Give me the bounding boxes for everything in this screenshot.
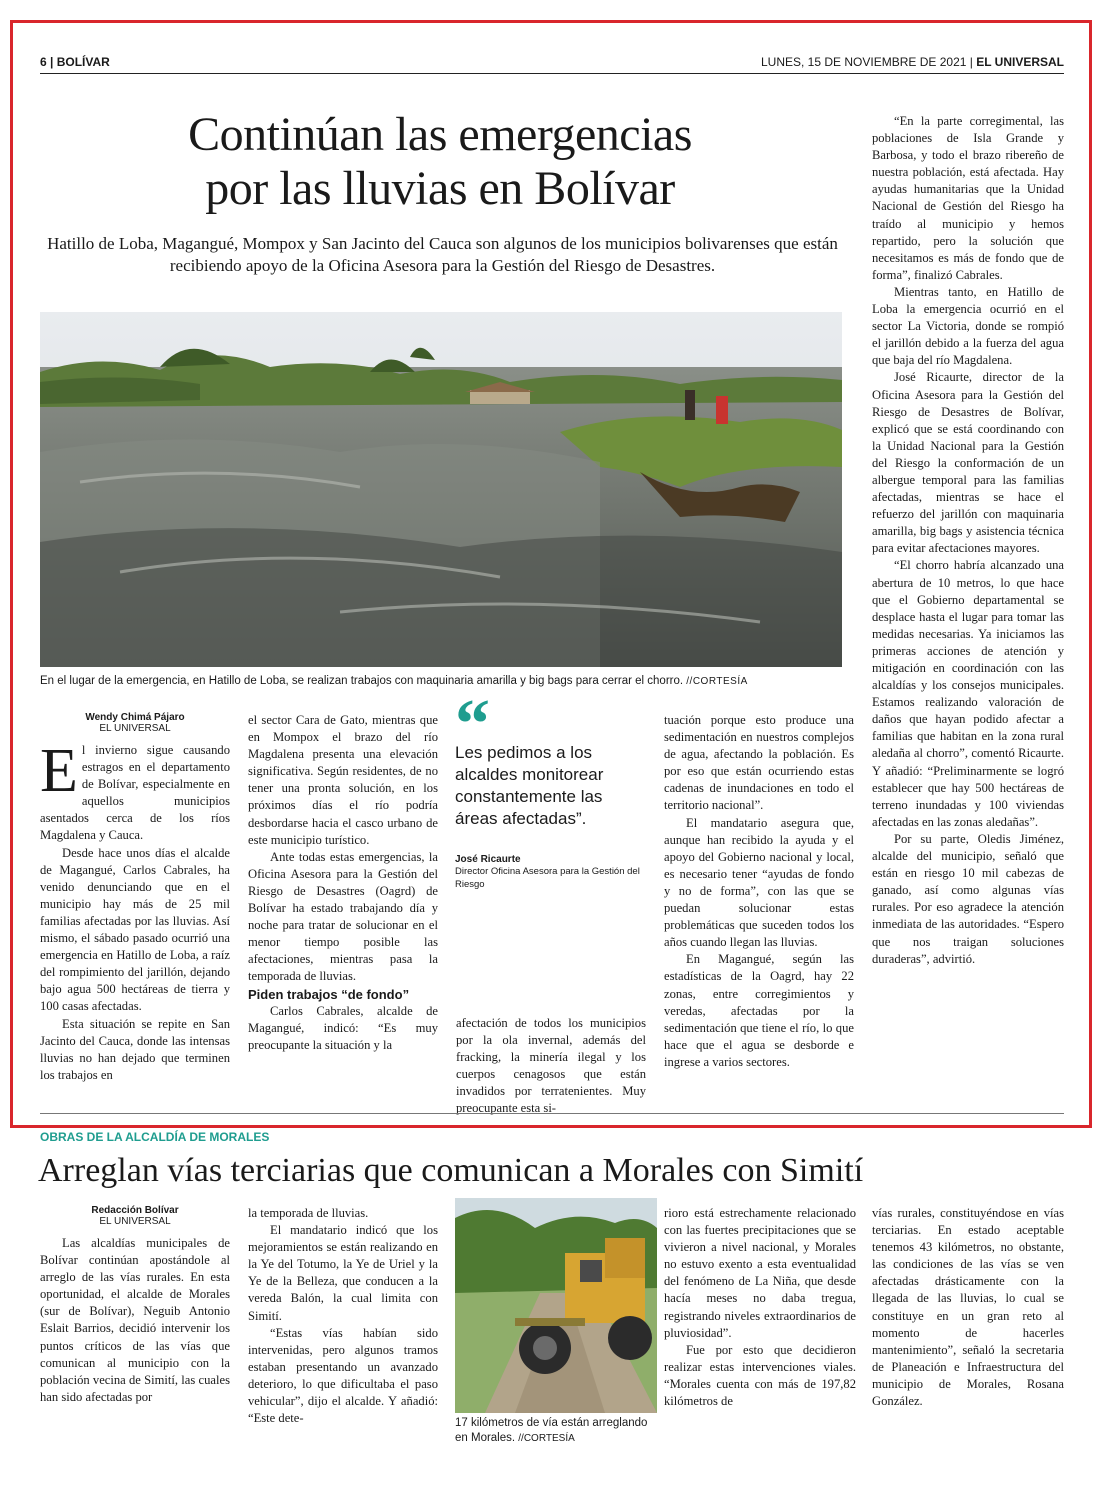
paragraph: El mandatario asegura que, aunque han recibido la ayuda y el apoyo del Gobierno nacional y local, es necesario tener “ayudas de fondo y no de forma”, con las que se puedan solucionar estas problemáticas que suceden todos los años cuando llegan las lluvias. xyxy=(664,815,854,950)
paragraph: “En la parte corregimental, las poblaciones de Isla Grande y Barbosa, y todo el brazo ribereño de nuestra población, está afectada. Hay ayudas humanitarias que la Unidad Nacional de Gestión del Riesgo ha traído al municipio y hemos repartido, pero la solución que necesitamos es más de fondo que de forma”, finalizó Cabrales. xyxy=(872,114,1064,282)
paragraph: Fue por esto que decidieron realizar estas intervenciones viales. “Morales cuenta con más de 197,82 kilómetros de xyxy=(664,1342,856,1409)
quote-author-role: Director Oficina Asesora para la Gestión del Riesgo xyxy=(455,866,640,890)
caption-credit: //CORTESÍA xyxy=(518,1433,575,1444)
paragraph: afectación de todos los municipios por la ola invernal, además del fracking, la minería ilegal y los cuerpos cenagosos que están invadidos por terratenientes. Muy preocupante esta si- xyxy=(456,1016,646,1116)
paragraph-text: l invierno sigue causando estragos en el departamento de Bolívar, especialmente en aquellos municipios asentados cerca de los ríos Magdalena y Cauca. xyxy=(40,743,230,843)
headline-line-2: por las lluvias en Bolívar xyxy=(205,162,675,215)
paragraph: rioro está estrechamente relacionado con las fuertes precipitaciones que se vivieron a nivel nacional, y Morales no estuvo exento a esta eventualidad del fenómeno de La Niña, que desde hacía meses no daba tregua, registrando niveles extraordinarios de pluviosidad”. xyxy=(664,1206,856,1340)
byline xyxy=(40,712,230,734)
article2-column-5 xyxy=(872,1205,1064,1410)
headline-2: Arreglan vías terciarias que comunican a Morales con Simití xyxy=(38,1152,864,1189)
author-outlet: EL UNIVERSAL xyxy=(99,723,171,734)
date: LUNES, 15 DE NOVIEMBRE DE 2021 | xyxy=(761,55,977,69)
kicker: OBRAS DE LA ALCALDÍA DE MORALES xyxy=(40,1130,270,1144)
quote-mark-icon: “ xyxy=(455,700,490,742)
caption-text: En el lugar de la emergencia, en Hatillo de Loba, se realizan trabajos con maquinaria amarilla y big bags para cerrar el chorro. xyxy=(40,675,687,687)
article-column-2 xyxy=(248,712,438,1054)
paragraph: Mientras tanto, en Hatillo de Loba la emergencia ocurrió en el sector La Victoria, donde se rompió el jarillón debido a la fuerza del agua que baja del río Magdalena. xyxy=(872,284,1064,368)
paragraph: vías rurales, constituyéndose en vías terciarias. En estado aceptable tenemos 43 kilómetros, no obstante, las condiciones de las vías se ven afectadas drásticamente con la llegada de las lluvias, lo cual se constituye en un gran reto al momento de hacerles mantenimiento”, señaló la secretaria de Planeación e Infraestructura del municipio de Morales, Rosana González. xyxy=(872,1206,1064,1409)
article2-column-2 xyxy=(248,1205,438,1427)
photo-caption-2 xyxy=(455,1416,655,1446)
article2-column-4 xyxy=(664,1205,856,1410)
paragraph: tuación porque esto produce una sedimentación en nuestros complejos de agua, afectando la población. Es por eso que están ocurriendo estas cadenas de inundaciones en todo el territorio nacional”. xyxy=(664,713,854,813)
subhead: Piden trabajos “de fondo” xyxy=(248,986,410,1002)
paragraph: Carlos Cabrales, alcalde de Magangué, indicó: “Es muy preocupante la situación y la xyxy=(248,1003,438,1052)
flood-photo xyxy=(40,312,842,667)
paragraph: José Ricaurte, director de la Oficina Asesora para la Gestión del Riesgo de Desastres de Bolívar, explicó que se está coordinando con la Unidad Nacional para la Gestión del Riesgo la conformación de un albergue temporal para las familias afectadas, mientras se hace el refuerzo del jarillón con maquinaria amarilla, big bags y asistencia técnica para evitar afectaciones mayores. xyxy=(872,370,1064,556)
paragraph: “El chorro habría alcanzado una abertura de 10 metros, lo que hace que el Gobierno departamental se desplace hasta el lugar para tomar las medidas necesarias. Ya iniciamos las primeras acciones de atención y mitigación en coordinación con las alcaldías y los consejos municipales. Estamos realizando valoración de daños que hayan podido afectar a familias que habitan en la zona rural aledaña al chorro”, comentó Ricaurte. Y añadió: “Preliminarmente se logró establecer que hay 500 hectáreas de terreno inundadas y 100 viviendas afectadas en las zonas aledañas”. xyxy=(872,558,1064,829)
photo-caption xyxy=(40,674,842,689)
quote-author: José Ricaurte xyxy=(455,854,521,865)
paragraph: Desde hace unos días el alcalde de Magangué, Carlos Cabrales, ha venido denunciando que en el municipio hay más de 25 mil familias afectadas por las lluvias. Así mismo, el sábado pasado ocurrió una emergencia en Hatillo de Loba, a raíz del rompimiento del jarillón, dejando bajo agua 500 hectáreas de tierra y 100 casas afectadas. xyxy=(40,845,230,1014)
article-column-3 xyxy=(456,1015,646,1118)
article2-column-1 xyxy=(40,1205,230,1406)
article-column-5 xyxy=(872,113,1064,968)
paragraph: el sector Cara de Gato, mientras que en Mompox el brazo del río Magdalena presenta una elevación significativa. Según residentes, de no tener una pronta solución, en los próximos días el río podría desbordarse hacia el casco urbano de este municipio turístico. xyxy=(248,713,438,847)
headline xyxy=(40,108,840,216)
paragraph: “Estas vías habían sido intervenidas, pero algunos tramos estaban presentando un avanzado deterioro, lo que dificultaba el paso vehicular”, dijo el alcalde. Y añadió: “Este dete- xyxy=(248,1325,438,1426)
road-work-photo xyxy=(455,1198,657,1413)
paragraph xyxy=(40,737,230,845)
page-header xyxy=(40,55,1064,74)
quote-text: Les pedimos a los alcaldes monitorear constantemente las áreas afectadas”. xyxy=(455,743,604,828)
author-name: Redacción Bolívar xyxy=(91,1205,179,1216)
drop-cap: E xyxy=(40,737,78,805)
section-label: 6 | BOLÍVAR xyxy=(40,55,110,69)
paragraph: El mandatario indicó que los mejoramientos se están realizando en la Ye del Totumo, la Ye de Uriel y la Ye de la Belleza, que conducen a la vereda Balón, la cual limita con Simití. xyxy=(248,1223,438,1323)
author-outlet: EL UNIVERSAL xyxy=(99,1216,171,1227)
author-name: Wendy Chimá Pájaro xyxy=(85,712,185,723)
paragraph: En Magangué, según las estadísticas de la Oagrd, hay 22 zonas, entre corregimientos y veredas, afectadas por la sedimentación que tiene el río, lo que hace que el agua se desborde e ingrese a varios sectores. xyxy=(664,952,854,1069)
pull-quote xyxy=(455,700,645,891)
dek: Hatillo de Loba, Magangué, Mompox y San Jacinto del Cauca son algunos de los municipios bolivarenses que están recibiendo apoyo de la Oficina Asesora para la Gestión del Riesgo de Desastres. xyxy=(47,234,838,275)
paragraph: Esta situación se repite en San Jacinto del Cauca, donde las intensas lluvias no han dejado que terminen los trabajos en xyxy=(40,1016,230,1082)
caption-text: 17 kilómetros de vía están arreglando en Morales. xyxy=(455,1417,648,1444)
byline-2 xyxy=(40,1205,230,1227)
paragraph: Por su parte, Oledis Jiménez, alcalde del municipio, señaló que están en riesgo 10 mil cabezas de ganado, así como algunas vías rurales. Por eso agradece la atención inmediata de las autoridades. “Espero que nos traigan soluciones duraderas”, advirtió. xyxy=(872,831,1064,966)
article-column-4 xyxy=(664,712,854,1071)
article-column-1 xyxy=(40,712,230,1084)
paper-name: EL UNIVERSAL xyxy=(976,55,1064,69)
headline-line-1: Continúan las emergencias xyxy=(188,108,692,161)
paragraph: la temporada de lluvias. xyxy=(248,1206,369,1220)
date-line xyxy=(761,55,1064,69)
caption-credit: //CORTESÍA xyxy=(686,676,748,687)
section-divider xyxy=(40,1113,1064,1114)
paragraph: Las alcaldías municipales de Bolívar continúan apostándole al arreglo de las vías rurales. En esta oportunidad, el alcalde de Morales (sur de Bolívar), Neguib Antonio Eslait Barrios, decidió intervenir los puntos críticos de las vías que comunican al municipio con la población vecina de Simití, las cuales han sido afectadas por xyxy=(40,1236,230,1404)
paragraph: Ante todas estas emergencias, la Oficina Asesora para la Gestión del Riesgo de Desastres (Oagrd) de Bolívar ha estado trabajando día y noche para tratar de solucionar en el menor tiempo posible las afectaciones, mientras pasa la temporada de lluvias. xyxy=(248,849,438,984)
